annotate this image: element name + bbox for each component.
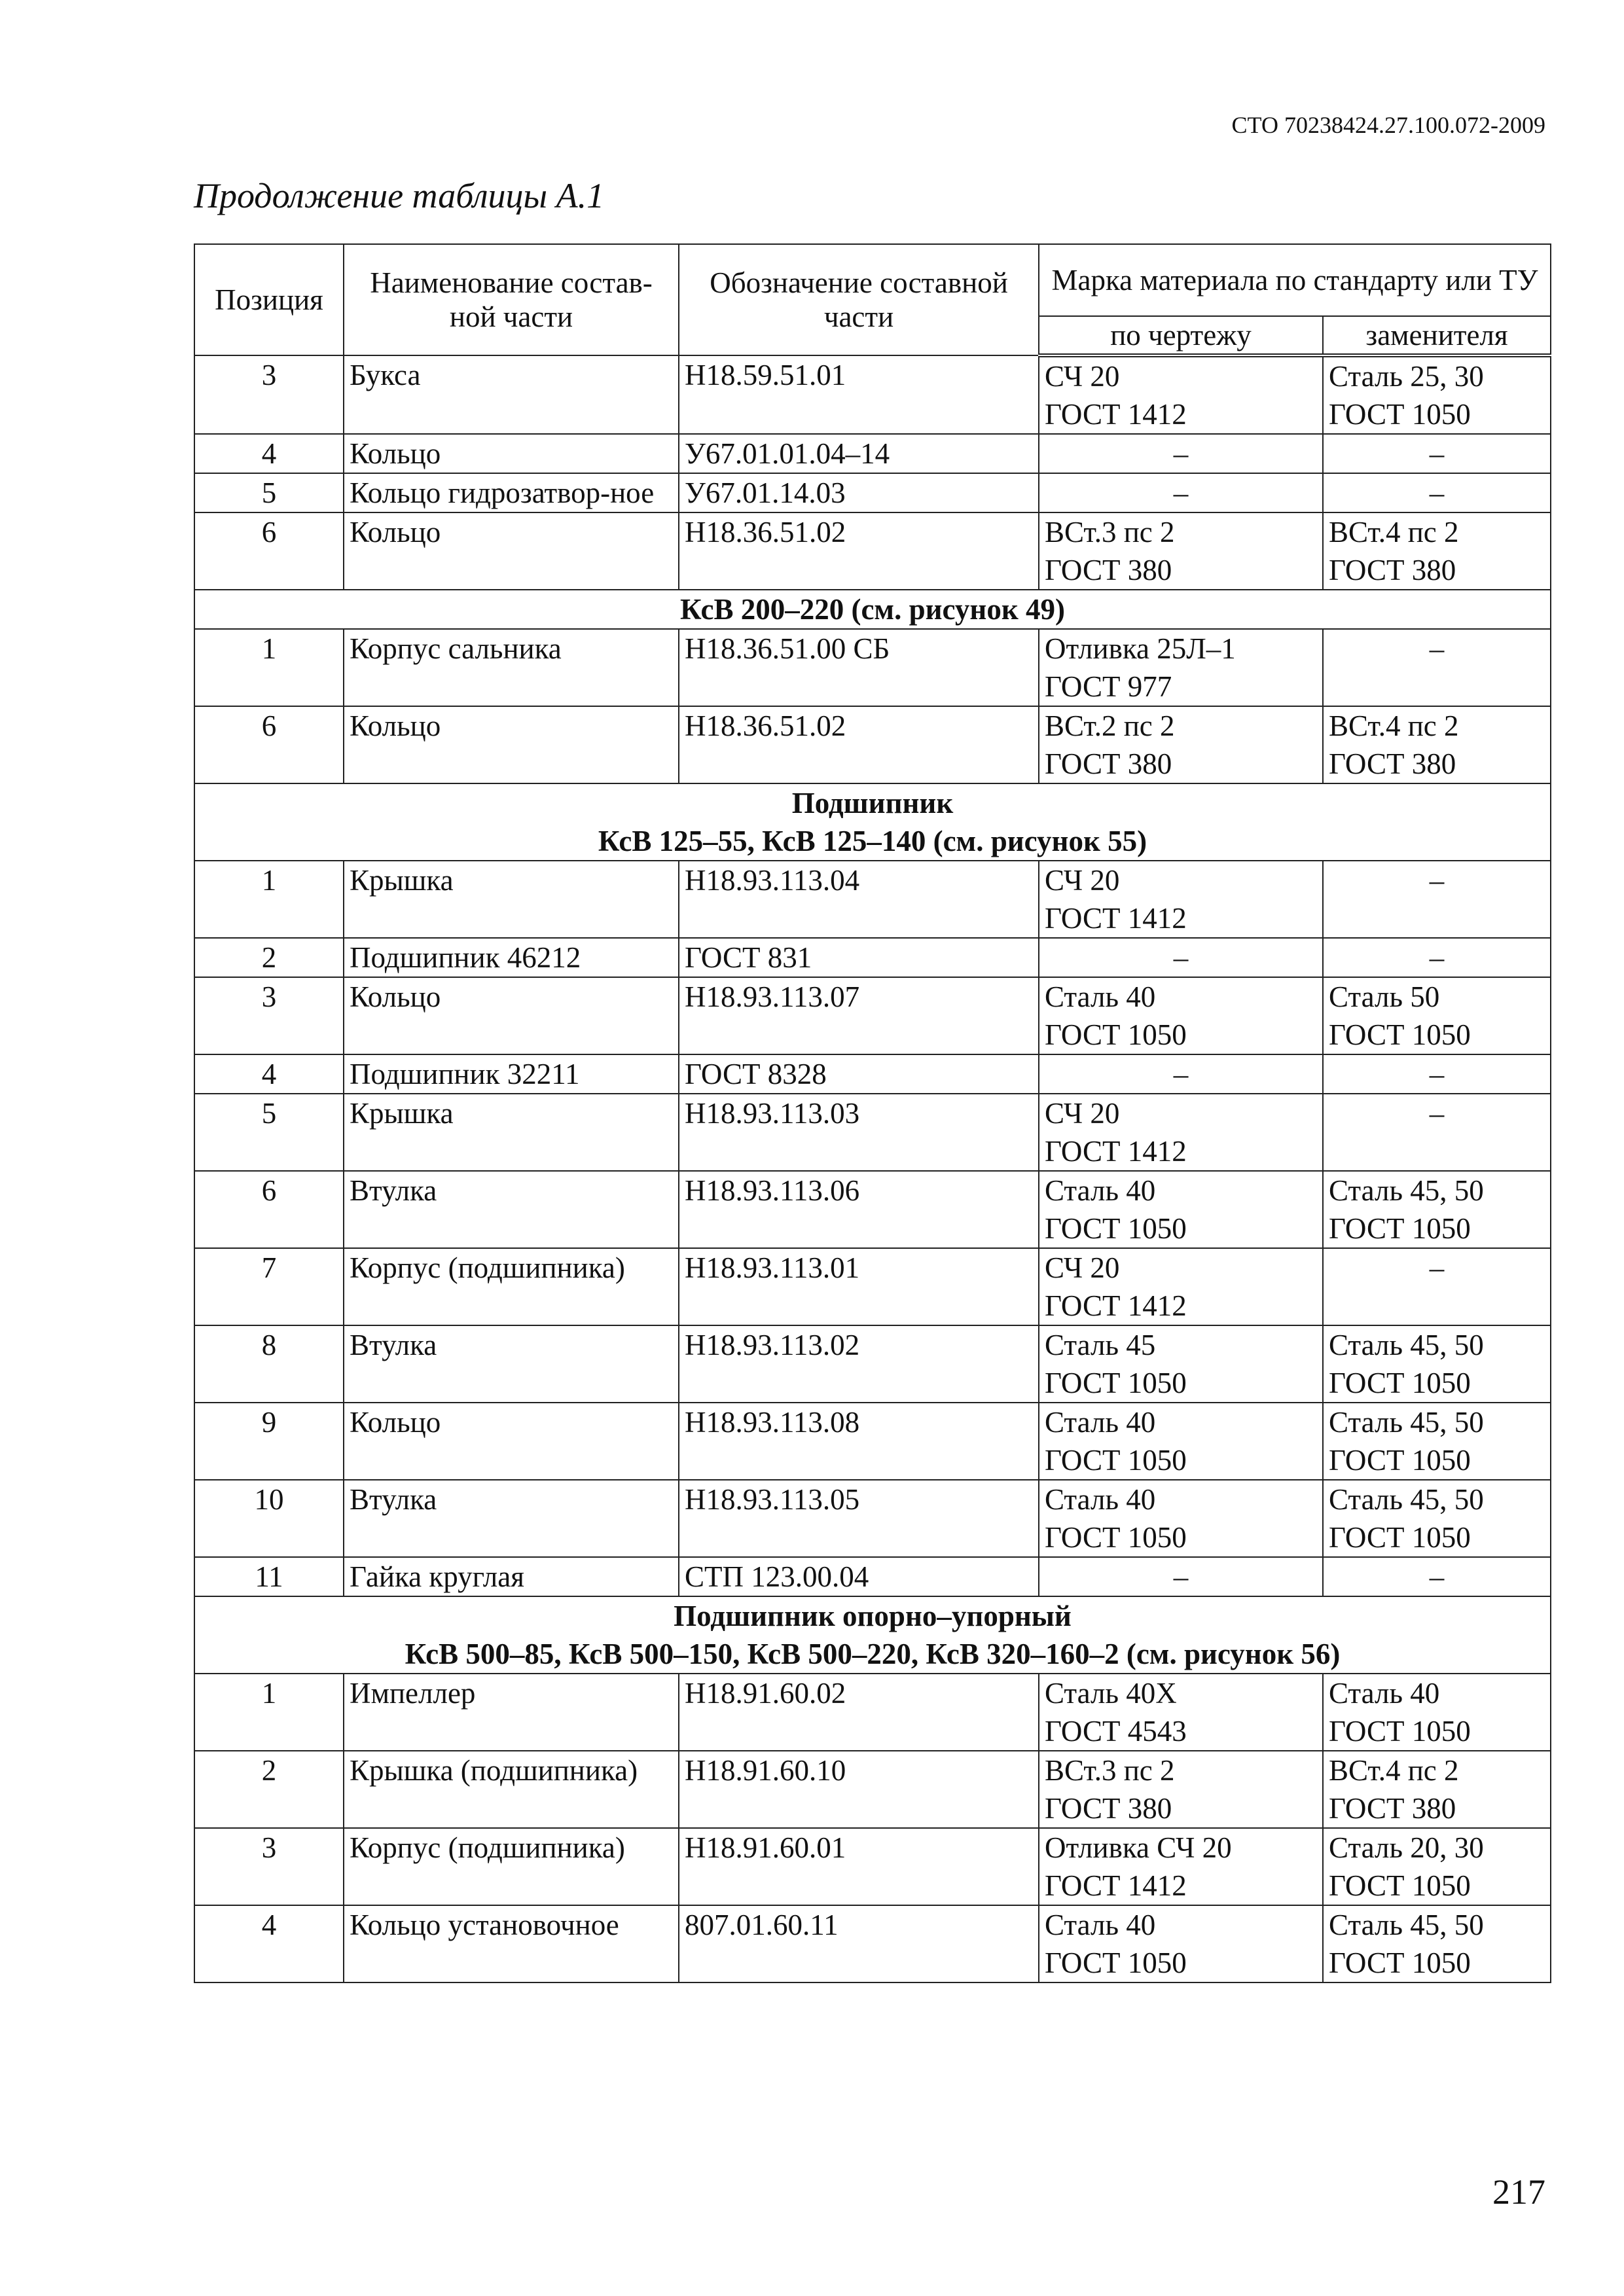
section-title-line: КсВ 500–85, КсВ 500–150, КсВ 500–220, КсВ 320–160–2 (см. рисунок 56) <box>405 1638 1341 1670</box>
table-row <box>194 1828 1551 1905</box>
cell-material-substitute <box>1323 1751 1551 1828</box>
cell-material-substitute <box>1323 1054 1551 1094</box>
cell-position: 4 <box>194 1905 344 1982</box>
cell-material-substitute <box>1323 1094 1551 1171</box>
table-row <box>194 1094 1551 1171</box>
column-header-designation: Обозначение составной части <box>679 244 1039 355</box>
material-line: ГОСТ 380 <box>1045 1792 1172 1825</box>
cell-designation: Н18.91.60.02 <box>679 1674 1039 1751</box>
material-line: Сталь 40 <box>1045 1406 1156 1439</box>
material-line: – <box>1429 1058 1445 1090</box>
material-line: ГОСТ 380 <box>1045 554 1172 586</box>
cell-position: 11 <box>194 1557 344 1596</box>
table-row <box>194 706 1551 783</box>
material-line: ГОСТ 1050 <box>1329 398 1471 431</box>
cell-designation: Н18.91.60.01 <box>679 1828 1039 1905</box>
material-line: – <box>1429 476 1445 509</box>
section-title-line: КсВ 125–55, КсВ 125–140 (см. рисунок 55) <box>598 825 1147 857</box>
table-row <box>194 1325 1551 1403</box>
cell-material-substitute <box>1323 1171 1551 1248</box>
cell-material-by-drawing <box>1039 1674 1323 1751</box>
cell-material-by-drawing <box>1039 355 1323 434</box>
table-header <box>194 244 1551 355</box>
cell-material-substitute <box>1323 512 1551 590</box>
material-line: – <box>1429 632 1445 665</box>
cell-name: Букса <box>344 355 679 434</box>
material-line: ГОСТ 1412 <box>1045 902 1187 935</box>
table-row <box>194 938 1551 977</box>
material-line: ГОСТ 380 <box>1045 747 1172 780</box>
cell-designation: Н18.91.60.10 <box>679 1751 1039 1828</box>
cell-name: Кольцо <box>344 1403 679 1480</box>
material-line: ВСт.3 пс 2 <box>1045 1754 1175 1787</box>
table-row <box>194 355 1551 434</box>
cell-material-substitute <box>1323 629 1551 706</box>
cell-position: 6 <box>194 512 344 590</box>
material-line: Сталь 40 <box>1045 980 1156 1013</box>
cell-position: 1 <box>194 1674 344 1751</box>
material-line: ГОСТ 1412 <box>1045 1289 1187 1322</box>
material-line: СЧ 20 <box>1045 1097 1120 1130</box>
section-title <box>194 1596 1551 1674</box>
column-header-material-group: Марка материала по стандарту или ТУ <box>1039 244 1551 316</box>
material-line: ГОСТ 1050 <box>1045 1212 1187 1245</box>
material-line: – <box>1173 941 1189 974</box>
material-line: СЧ 20 <box>1045 864 1120 897</box>
table-row <box>194 473 1551 512</box>
cell-position: 8 <box>194 1325 344 1403</box>
cell-material-substitute <box>1323 1828 1551 1905</box>
cell-material-by-drawing <box>1039 629 1323 706</box>
cell-material-by-drawing <box>1039 512 1323 590</box>
cell-material-substitute <box>1323 1480 1551 1557</box>
cell-designation: Н18.36.51.00 СБ <box>679 629 1039 706</box>
material-line: – <box>1173 1560 1189 1593</box>
cell-material-by-drawing <box>1039 1094 1323 1171</box>
material-line: ГОСТ 1050 <box>1329 1444 1471 1477</box>
material-line: ГОСТ 1050 <box>1329 1946 1471 1979</box>
cell-name: Втулка <box>344 1480 679 1557</box>
material-line: ВСт.4 пс 2 <box>1329 516 1459 548</box>
table-row <box>194 1054 1551 1094</box>
material-line: – <box>1429 941 1445 974</box>
material-line: ГОСТ 1050 <box>1329 1018 1471 1051</box>
material-line: ГОСТ 380 <box>1329 554 1456 586</box>
cell-name: Корпус сальника <box>344 629 679 706</box>
cell-material-substitute <box>1323 355 1551 434</box>
cell-material-substitute <box>1323 1674 1551 1751</box>
cell-position: 2 <box>194 1751 344 1828</box>
table-row <box>194 1905 1551 1982</box>
cell-designation: Н18.36.51.02 <box>679 512 1039 590</box>
material-line: ГОСТ 380 <box>1329 1792 1456 1825</box>
cell-designation: ГОСТ 8328 <box>679 1054 1039 1094</box>
cell-designation: ГОСТ 831 <box>679 938 1039 977</box>
material-line: Сталь 45, 50 <box>1329 1483 1484 1516</box>
table-row <box>194 1171 1551 1248</box>
material-line: ГОСТ 1412 <box>1045 1135 1187 1168</box>
cell-designation: Н18.93.113.05 <box>679 1480 1039 1557</box>
section-row <box>194 1596 1551 1674</box>
material-line: – <box>1173 437 1189 470</box>
material-line: Сталь 40Х <box>1045 1677 1177 1710</box>
section-row <box>194 783 1551 861</box>
material-line: ГОСТ 1412 <box>1045 1869 1187 1902</box>
table-row <box>194 861 1551 938</box>
column-header-position: Позиция <box>194 244 344 355</box>
material-line: – <box>1429 1097 1445 1130</box>
material-line: ГОСТ 1412 <box>1045 398 1187 431</box>
cell-material-by-drawing <box>1039 977 1323 1054</box>
material-line: Сталь 40 <box>1045 1483 1156 1516</box>
table-row <box>194 977 1551 1054</box>
material-line: Сталь 45, 50 <box>1329 1406 1484 1439</box>
cell-material-by-drawing <box>1039 1054 1323 1094</box>
material-line: СЧ 20 <box>1045 360 1120 393</box>
section-title <box>194 783 1551 861</box>
material-line: ГОСТ 1050 <box>1045 1521 1187 1554</box>
material-line: ГОСТ 1050 <box>1329 1869 1471 1902</box>
material-line: ГОСТ 1050 <box>1329 1367 1471 1399</box>
cell-position: 3 <box>194 355 344 434</box>
cell-name: Втулка <box>344 1325 679 1403</box>
material-line: – <box>1429 437 1445 470</box>
section-title-line: КсВ 200–220 (см. рисунок 49) <box>679 593 1066 626</box>
material-line: ГОСТ 1050 <box>1045 1367 1187 1399</box>
material-line: ГОСТ 1050 <box>1329 1521 1471 1554</box>
cell-material-substitute <box>1323 706 1551 783</box>
material-line: Отливка СЧ 20 <box>1045 1831 1232 1864</box>
cell-position: 3 <box>194 1828 344 1905</box>
cell-designation: Н18.93.113.03 <box>679 1094 1039 1171</box>
cell-material-substitute <box>1323 1248 1551 1325</box>
cell-material-by-drawing <box>1039 706 1323 783</box>
cell-name: Кольцо установочное <box>344 1905 679 1982</box>
material-line: – <box>1429 1560 1445 1593</box>
cell-material-substitute <box>1323 938 1551 977</box>
cell-position: 5 <box>194 1094 344 1171</box>
cell-name: Гайка круглая <box>344 1557 679 1596</box>
cell-name: Корпус (подшипника) <box>344 1248 679 1325</box>
cell-position: 10 <box>194 1480 344 1557</box>
cell-material-by-drawing <box>1039 1480 1323 1557</box>
cell-material-by-drawing <box>1039 1248 1323 1325</box>
cell-material-by-drawing <box>1039 1828 1323 1905</box>
material-line: – <box>1173 476 1189 509</box>
document-code: СТО 70238424.27.100.072-2009 <box>1231 112 1545 138</box>
material-line: ГОСТ 4543 <box>1045 1715 1187 1748</box>
cell-material-substitute <box>1323 861 1551 938</box>
cell-name: Кольцо <box>344 977 679 1054</box>
table-row <box>194 1557 1551 1596</box>
material-line: Сталь 40 <box>1329 1677 1440 1710</box>
cell-position: 4 <box>194 434 344 473</box>
cell-designation: Н18.59.51.01 <box>679 355 1039 434</box>
cell-position: 6 <box>194 706 344 783</box>
cell-position: 9 <box>194 1403 344 1480</box>
table-row <box>194 1403 1551 1480</box>
material-line: СЧ 20 <box>1045 1251 1120 1284</box>
cell-material-by-drawing <box>1039 1557 1323 1596</box>
cell-name: Корпус (подшипника) <box>344 1828 679 1905</box>
table-row <box>194 629 1551 706</box>
cell-designation: У67.01.14.03 <box>679 473 1039 512</box>
cell-material-by-drawing <box>1039 861 1323 938</box>
cell-position: 6 <box>194 1171 344 1248</box>
section-title-line: Подшипник <box>791 787 954 819</box>
cell-position: 1 <box>194 629 344 706</box>
cell-material-substitute <box>1323 1905 1551 1982</box>
cell-designation: Н18.93.113.01 <box>679 1248 1039 1325</box>
material-line: Сталь 45 <box>1045 1329 1156 1361</box>
material-line: ГОСТ 380 <box>1329 747 1456 780</box>
cell-designation: СТП 123.00.04 <box>679 1557 1039 1596</box>
section-row <box>194 590 1551 629</box>
cell-material-substitute <box>1323 1403 1551 1480</box>
cell-material-substitute <box>1323 434 1551 473</box>
cell-material-by-drawing <box>1039 1905 1323 1982</box>
cell-material-substitute <box>1323 1325 1551 1403</box>
cell-position: 7 <box>194 1248 344 1325</box>
material-line: Сталь 50 <box>1329 980 1440 1013</box>
cell-material-by-drawing <box>1039 1403 1323 1480</box>
cell-material-by-drawing <box>1039 473 1323 512</box>
material-line: ВСт.4 пс 2 <box>1329 1754 1459 1787</box>
material-line: ГОСТ 1050 <box>1329 1715 1471 1748</box>
cell-name: Втулка <box>344 1171 679 1248</box>
cell-name: Кольцо <box>344 512 679 590</box>
cell-designation: Н18.93.113.07 <box>679 977 1039 1054</box>
section-title <box>194 590 1551 629</box>
table-row <box>194 1248 1551 1325</box>
cell-material-substitute <box>1323 1557 1551 1596</box>
cell-material-substitute <box>1323 473 1551 512</box>
material-line: Сталь 25, 30 <box>1329 360 1484 393</box>
cell-name: Крышка <box>344 861 679 938</box>
material-line: – <box>1429 1251 1445 1284</box>
cell-designation: Н18.93.113.08 <box>679 1403 1039 1480</box>
cell-material-by-drawing <box>1039 434 1323 473</box>
cell-position: 3 <box>194 977 344 1054</box>
cell-name: Подшипник 46212 <box>344 938 679 977</box>
table-row <box>194 1674 1551 1751</box>
cell-position: 4 <box>194 1054 344 1094</box>
column-header-by-drawing: по чертежу <box>1039 316 1323 355</box>
materials-table <box>194 243 1551 1983</box>
cell-name: Кольцо <box>344 434 679 473</box>
cell-material-substitute <box>1323 977 1551 1054</box>
material-line: ГОСТ 977 <box>1045 670 1172 703</box>
page-number: 217 <box>1492 2172 1545 2212</box>
material-line: Отливка 25Л–1 <box>1045 632 1236 665</box>
cell-designation: 807.01.60.11 <box>679 1905 1039 1982</box>
material-line: ВСт.3 пс 2 <box>1045 516 1175 548</box>
cell-name: Подшипник 32211 <box>344 1054 679 1094</box>
cell-name: Крышка <box>344 1094 679 1171</box>
material-line: ГОСТ 1050 <box>1329 1212 1471 1245</box>
material-line: Сталь 45, 50 <box>1329 1909 1484 1941</box>
cell-position: 2 <box>194 938 344 977</box>
column-header-substitute: заменителя <box>1323 316 1551 355</box>
cell-material-by-drawing <box>1039 1325 1323 1403</box>
cell-name: Кольцо гидрозатвор-ное <box>344 473 679 512</box>
column-header-name: Наименование состав-ной части <box>344 244 679 355</box>
cell-designation: Н18.93.113.04 <box>679 861 1039 938</box>
material-line: ВСт.4 пс 2 <box>1329 709 1459 742</box>
cell-designation: Н18.93.113.06 <box>679 1171 1039 1248</box>
material-line: ГОСТ 1050 <box>1045 1444 1187 1477</box>
table-row <box>194 1751 1551 1828</box>
material-line: – <box>1173 1058 1189 1090</box>
cell-name: Импеллер <box>344 1674 679 1751</box>
material-line: Сталь 40 <box>1045 1909 1156 1941</box>
material-line: Сталь 20, 30 <box>1329 1831 1484 1864</box>
material-line: ГОСТ 1050 <box>1045 1018 1187 1051</box>
section-title-line: Подшипник опорно–упорный <box>674 1600 1072 1632</box>
table-body <box>194 355 1551 1982</box>
cell-designation: Н18.93.113.02 <box>679 1325 1039 1403</box>
cell-designation: У67.01.01.04–14 <box>679 434 1039 473</box>
cell-name: Крышка (подшипника) <box>344 1751 679 1828</box>
cell-material-by-drawing <box>1039 938 1323 977</box>
material-line: ГОСТ 1050 <box>1045 1946 1187 1979</box>
cell-designation: Н18.36.51.02 <box>679 706 1039 783</box>
table-row <box>194 434 1551 473</box>
table-caption: Продолжение таблицы А.1 <box>194 176 605 215</box>
cell-material-by-drawing <box>1039 1751 1323 1828</box>
table-row <box>194 1480 1551 1557</box>
material-line: ВСт.2 пс 2 <box>1045 709 1175 742</box>
cell-material-by-drawing <box>1039 1171 1323 1248</box>
table-row <box>194 512 1551 590</box>
cell-name: Кольцо <box>344 706 679 783</box>
material-line: Сталь 40 <box>1045 1174 1156 1207</box>
cell-position: 1 <box>194 861 344 938</box>
cell-position: 5 <box>194 473 344 512</box>
material-line: Сталь 45, 50 <box>1329 1174 1484 1207</box>
material-line: – <box>1429 864 1445 897</box>
material-line: Сталь 45, 50 <box>1329 1329 1484 1361</box>
